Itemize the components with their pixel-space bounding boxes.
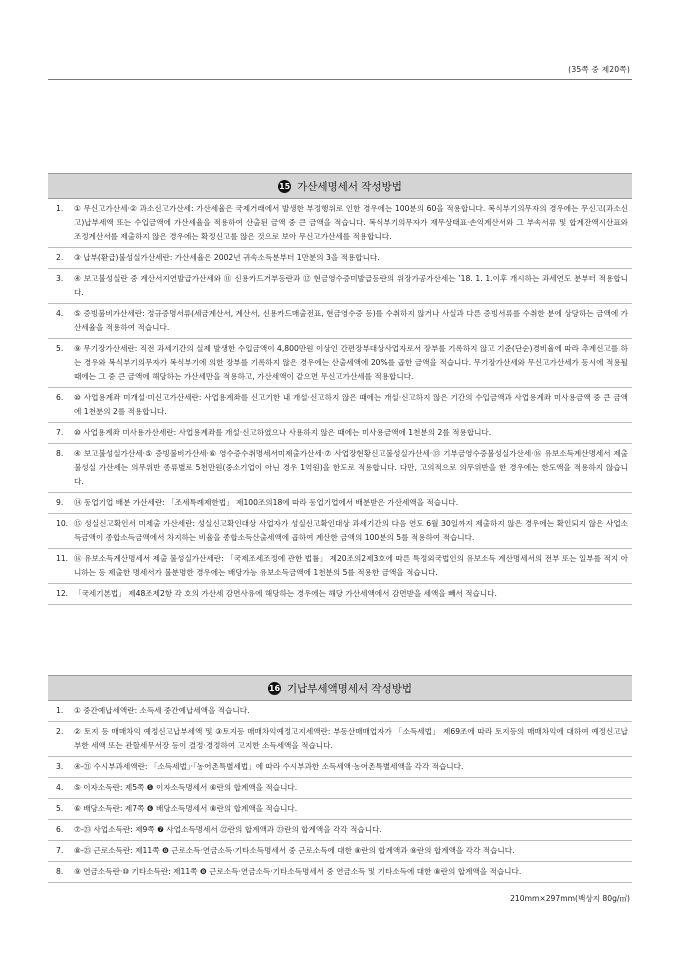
item-number: 8. xyxy=(56,449,64,458)
item-text: ⑮ 성실신고확인서 미제출 가산세란: 성실신고확인대상 사업자가 성실신고확인대상 과세기간의 다음 연도 6월 30일까지 제출하지 않은 경우에는 확인되지 않은 사업소득금액이 종합소득금액에서 차지하는 비율을 종합소득산출세액에 곱하여 계산한 금액의 100분의 5를 적용하여 적습니다. xyxy=(74,519,628,542)
item-number: 3. xyxy=(56,762,64,771)
item-text: ① 중간예납세액란: 소득세 중간예납세액을 적습니다. xyxy=(74,706,250,715)
item-text: ④ 보고불성실가산세·⑤ 증빙불비가산세·⑥ 영수증수취명세서미제출가산세·⑦ 사업장현황신고불성실가산세·⑬ 기부금영수증불성실가산세·⑯ 유보소득계산명세서 제출 불성실 가산세는 의무위반 종류별로 5천만원(중소기업이 아닌 경우 1억원)을 한도로 적용합니다. 다만, 고의적으로 의무위반을 한 경우에는 한도액을 적용하지 않습니다. xyxy=(74,449,628,486)
list-item xyxy=(48,549,632,584)
paper-size-note: 210mm×297mm(백상지 80g/㎡) xyxy=(510,894,630,903)
list-item xyxy=(48,778,632,799)
item-number: 8. xyxy=(56,867,64,876)
section-title: 가산세명세서 작성방법 xyxy=(297,180,402,193)
item-text: ⑨ 무기장가산세란: 직전 과세기간의 실제 발생한 수입금액이 4,800만원 이상인 간편장부대상사업자로서 장부를 기록하지 않고 기준(단순)경비율에 따라 추계신고를 하는 경우와 복식부기의무자가 복식부기에 의한 장부를 기록하지 않은 경우에는 산출세액에 20%를 곱한 금액을 적습니다. 무기장가산세와 무신고가산세가 동시에 적용될 때에는 그 중 큰 금액에 해당하는 가산세만을 적용하고, 가산세액이 같으면 무신고가산세를 적용합니다. xyxy=(74,344,628,381)
prepaid-tax-section xyxy=(48,675,632,883)
item-text: ⑤ 증빙불비가산세란: 정규증명서류(세금계산서, 계산서, 신용카드매출전표, 현금영수증 등)를 수취하지 않거나 사실과 다른 증빙서류를 수취한 분에 상당하는 금액에 가산세율을 적용하여 적습니다. xyxy=(74,309,628,332)
item-text: ⑯ 유보소득계산명세서 제출 불성실가산세란: 「국제조세조정에 관한 법률」 제20조의2제3호에 따른 특정외국법인의 유보소득 계산명세서의 전부 또는 일부를 적지 아니하는 등 제출한 명세서가 불분명한 경우에는 배당가능 유보소득금액에 1천분의 5를 적용한 금액을 적습니다. xyxy=(74,554,628,577)
item-number: 7. xyxy=(56,428,64,437)
item-number: 7. xyxy=(56,846,64,855)
item-text: ⑨ 연금소득란·⑩ 기타소득란: 제11쪽 ❽ 근로소득·연금소득·기타소득명세서 중 연금소득 및 기타소득에 대한 ⑧란의 합계액을 적습니다. xyxy=(74,867,522,876)
item-text: ⑤ 이자소득란: 제5쪽 ❺ 이자소득명세서 ⑥란의 합계액을 적습니다. xyxy=(74,783,298,792)
list-item xyxy=(48,584,632,605)
list-item xyxy=(48,514,632,549)
list-item xyxy=(48,757,632,778)
list-item xyxy=(48,722,632,757)
item-number: 4. xyxy=(56,309,64,318)
list-item xyxy=(48,199,632,248)
list-item xyxy=(48,701,632,722)
item-number: 9. xyxy=(56,498,64,507)
item-text: ⑩ 사업용계좌 미개설·미신고가산세란: 사업용계좌를 신고기한 내 개설·신고하지 않은 때에는 개설·신고하지 않은 기간의 수입금액과 사업용계좌 미사용금액 중 큰 금액에 1천분의 2를 적용합니다. xyxy=(74,393,628,416)
item-text: ② 토지 등 매매차익 예정신고납부세액 및 ③토지등 매매차익예정고지세액란: 부동산매매업자가 「소득세법」 제69조에 따라 토지등의 매매차익에 대하여 예정신고납부한 세액 또는 관할세무서장 등이 결정·경정하여 고지한 소득세액을 적습니다. xyxy=(74,727,628,750)
item-text: ③ 납부(환급)불성실가산세란: 가산세율은 2002년 귀속소득분부터 1만분의 3을 적용합니다. xyxy=(74,253,380,262)
list-item xyxy=(48,269,632,304)
item-number: 5. xyxy=(56,344,64,353)
list-item xyxy=(48,444,632,493)
item-number: 10. xyxy=(56,519,69,528)
item-number: 2. xyxy=(56,253,64,262)
section-number-badge: 16 xyxy=(268,683,281,693)
item-text: ⑭ 동업기업 배분 가산세란: 「조세특례제한법」 제100조의18에 따라 동업기업에서 배분받은 가산세액을 적습니다. xyxy=(74,498,459,507)
list-item xyxy=(48,423,632,444)
item-number: 6. xyxy=(56,825,64,834)
list-item xyxy=(48,304,632,339)
item-number: 3. xyxy=(56,274,64,283)
page-counter: (35쪽 중 제20쪽) xyxy=(568,65,630,74)
item-text: ⑩ 사업용계좌 미사용가산세란: 사업용계좌를 개설·신고하였으나 사용하지 않은 때에는 미사용금액에 1천분의 2를 적용합니다. xyxy=(74,428,492,437)
section-title: 기납부세액명세서 작성방법 xyxy=(286,682,413,695)
list-item xyxy=(48,388,632,423)
item-number: 1. xyxy=(56,706,64,715)
item-text: ① 무신고가산세·② 과소신고가산세: 가산세율은 국제거래에서 발생한 부정행위로 인한 경우에는 100분의 60을 적용합니다. 복식부기의무자의 경우에는 무신고(과소신고)납부세액 또는 수입금액에 가산세율을 적용하여 산출된 금액 중 큰 금액을 적습니다. 복식부기의무자가 재무상태표·손익계산서와 그 부속서류 및 합계잔액시산표와 조정계산서를 제출하지 않은 경우에는 확정신고를 않은 것으로 보아 무신고가산세를 적용합니다. xyxy=(74,204,628,241)
list-item xyxy=(48,841,632,862)
item-text: ⑧-㉕ 근로소득란: 제11쪽 ❽ 근로소득·연금소득·기타소득명세서 중 근로소득에 대한 ⑧란의 합계액과 ⑨란의 합계액을 각각 적습니다. xyxy=(74,846,515,855)
item-text: ⑥ 배당소득란: 제7쪽 ❻ 배당소득명세서 ⑧란의 합계액을 적습니다. xyxy=(74,804,298,813)
list-item xyxy=(48,799,632,820)
item-number: 1. xyxy=(56,204,64,213)
list-item xyxy=(48,493,632,514)
item-number: 12. xyxy=(56,589,69,598)
section-number-badge: 15 xyxy=(279,181,291,191)
list-item xyxy=(48,339,632,388)
section-header xyxy=(48,675,632,701)
list-item xyxy=(48,248,632,269)
item-number: 6. xyxy=(56,393,64,402)
item-number: 5. xyxy=(56,804,64,813)
top-divider xyxy=(48,79,632,80)
list-item xyxy=(48,820,632,841)
penalty-tax-section xyxy=(48,173,632,605)
list-item xyxy=(48,862,632,883)
item-number: 11. xyxy=(56,554,69,563)
instruction-list xyxy=(48,701,632,883)
item-text: ④-㉑ 수시부과세액란: 「소득세법」·「농어촌특별세법」에 따라 수시부과한 소득세액·농어촌특별세액을 각각 적습니다. xyxy=(74,762,464,771)
item-text: ④ 보고불성실란 중 계산서지연발급가산세와 ⑪ 신용카드거부등란과 ⑫ 현금영수증미발급등란의 위장가공가산세는 ’18. 1. 1.이후 개시하는 과세연도 분부터 적용합니다. xyxy=(74,274,628,297)
section-header xyxy=(48,173,632,199)
instruction-list xyxy=(48,199,632,605)
item-number: 2. xyxy=(56,727,64,736)
item-text: 「국세기본법」 제48조제2항 각 호의 가산세 감면사유에 해당하는 경우에는 해당 가산세액에서 감면받을 세액을 빼서 적습니다. xyxy=(74,589,497,598)
item-text: ⑦-㉓ 사업소득란: 제9쪽 ❼ 사업소득명세서 ㉒란의 합계액과 ㉓란의 합계액을 각각 적습니다. xyxy=(74,825,382,834)
item-number: 4. xyxy=(56,783,64,792)
